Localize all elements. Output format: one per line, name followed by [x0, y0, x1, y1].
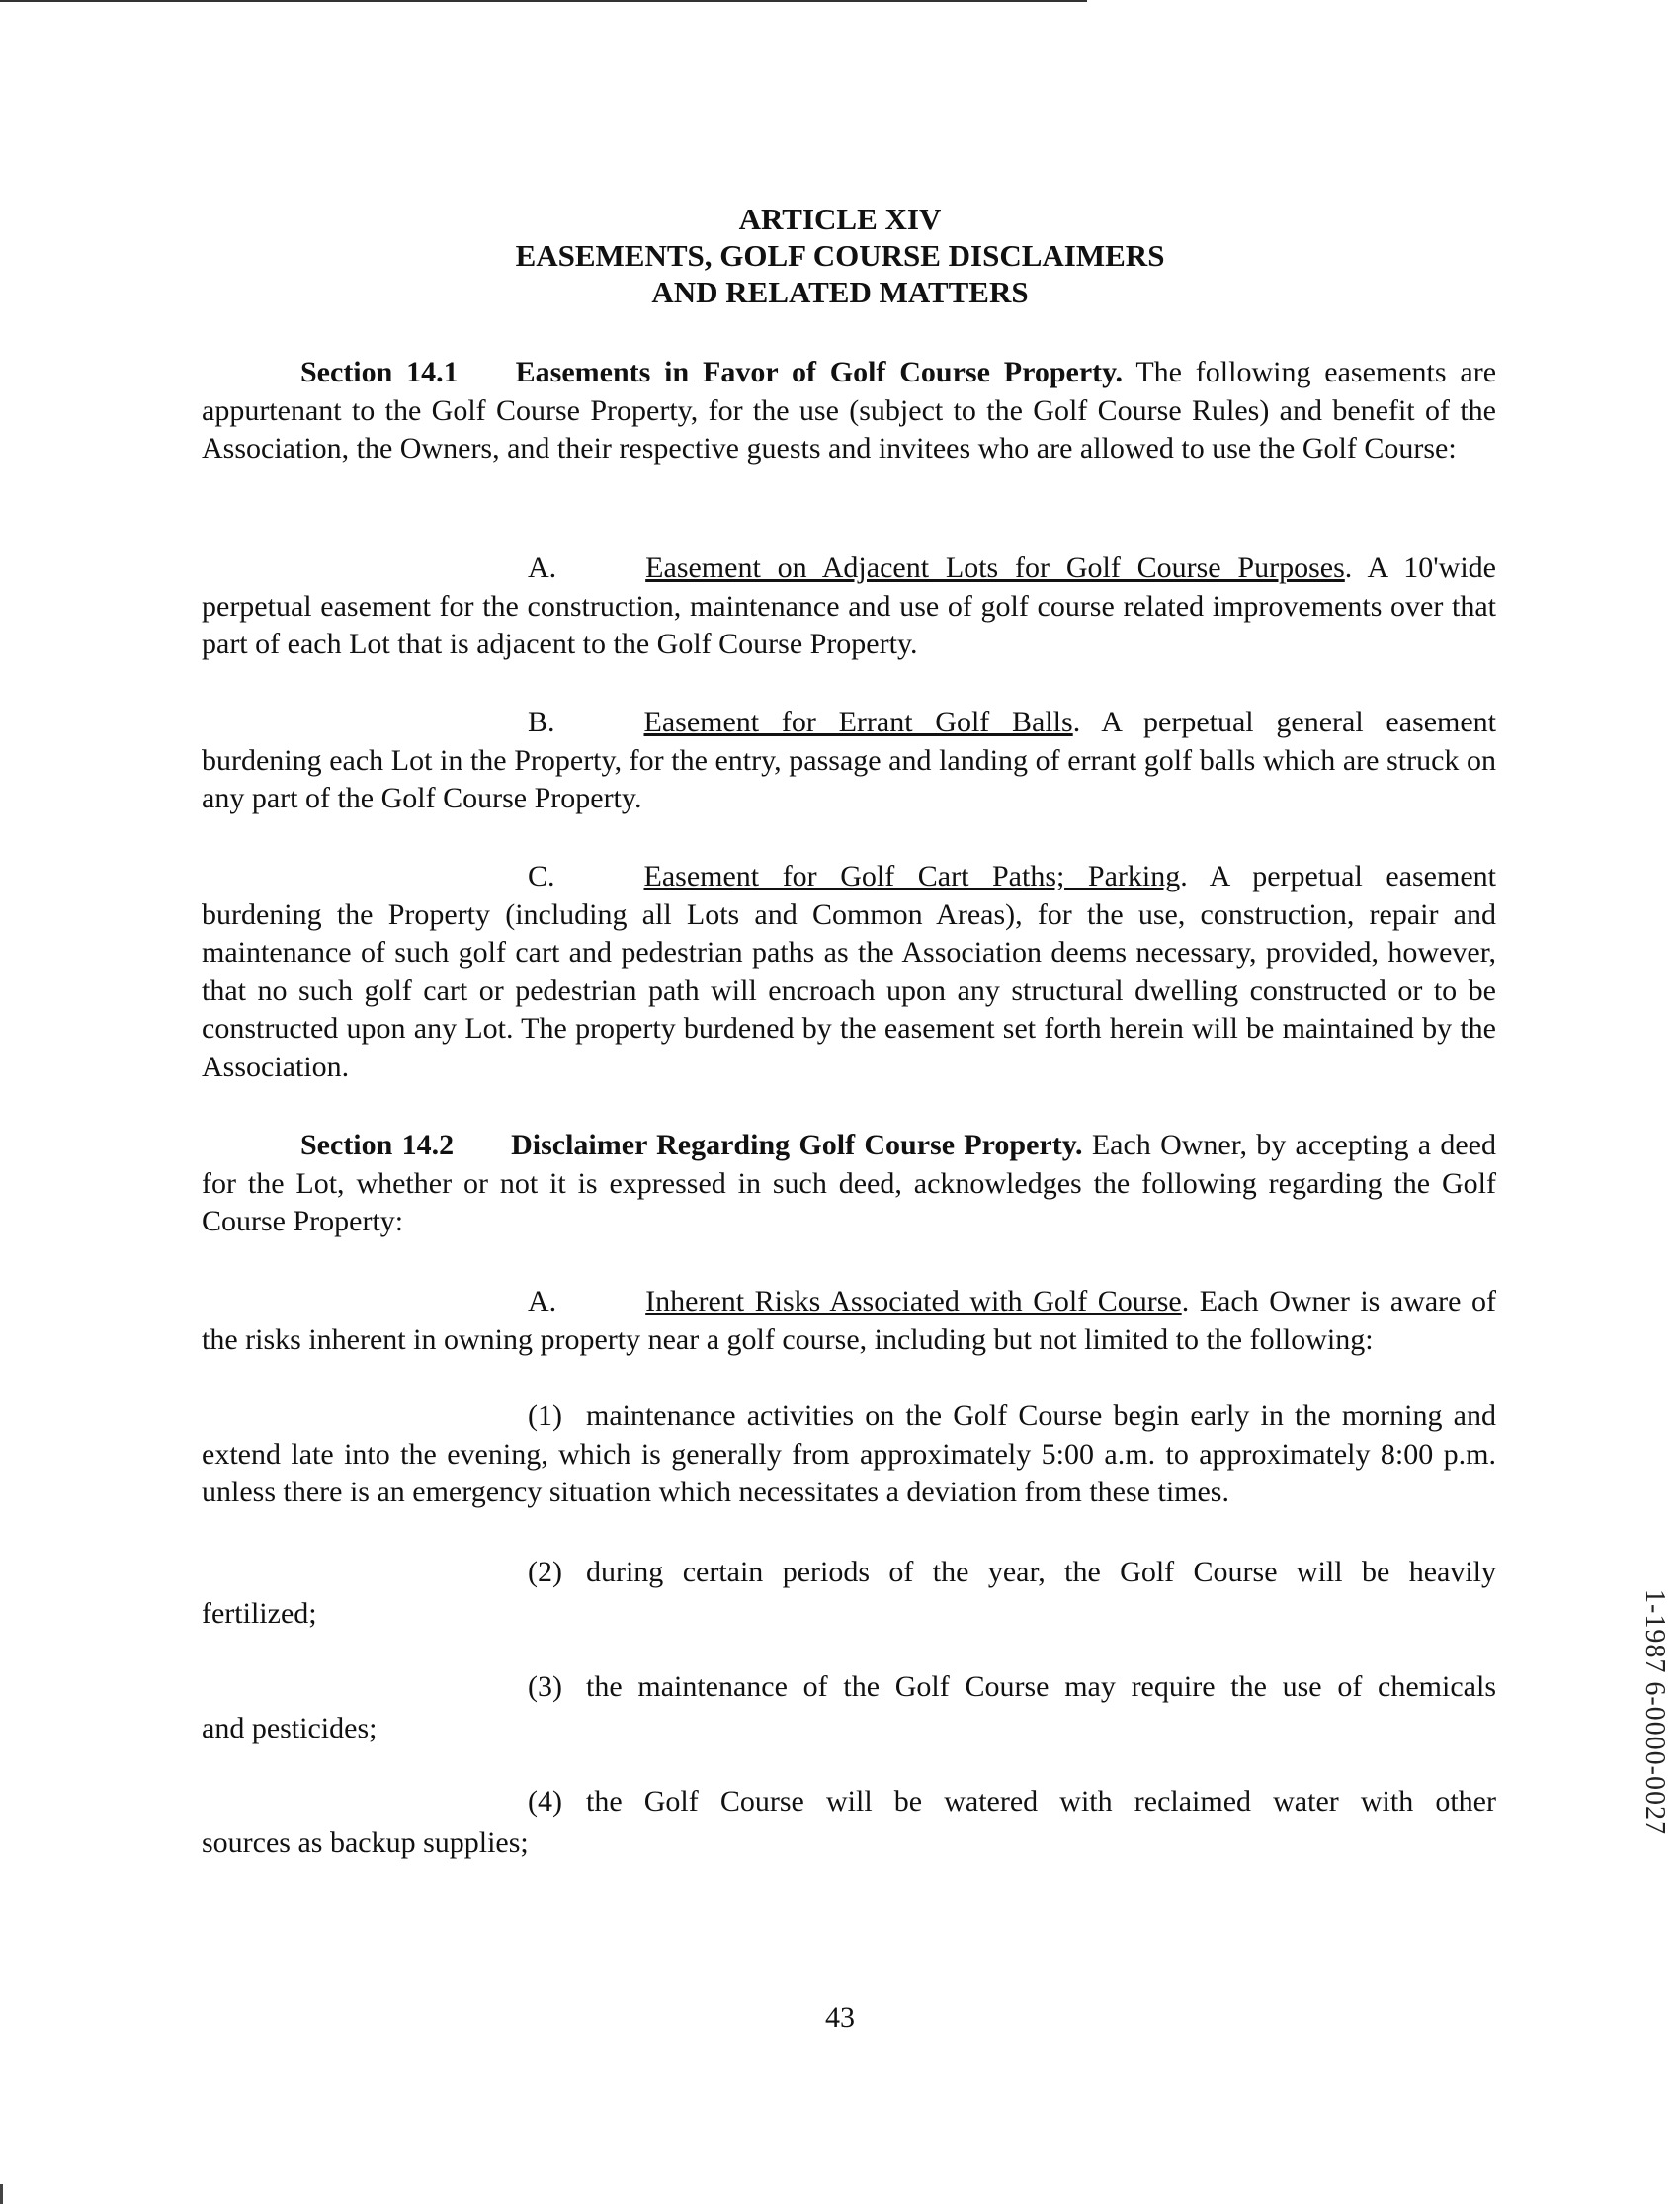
section-14-1-title: Easements in Favor of Golf Course Property. — [515, 356, 1124, 388]
risk-3-tail: and pesticides; — [202, 1712, 378, 1744]
section-14-2-text: Each Owner, by accepting a deed for the Lot, whether or not it is expressed in such deed, acknowledges the following regarding the Golf Course Property: — [202, 1129, 1496, 1237]
article-heading — [0, 201, 1680, 310]
risk-2-number: (2) — [528, 1556, 562, 1588]
section-14-2-number: Section 14.2 — [300, 1129, 455, 1161]
inherent-risks-paragraph — [202, 1283, 1496, 1359]
scan-edge-mark — [0, 2184, 3, 2204]
risk-3-line — [528, 1668, 1496, 1706]
easement-c-text: . A perpetual easement burdening the Property (including all Lots and Common Areas), for the use, construction, repair and maintenance of such golf cart and pedestrian paths as the Association deems necessary, provided, however, that no such golf cart or pedestrian path will encroach upon any structural dwelling constructed or to be constructed upon any Lot. The property burdened by the easement set forth herein will be maintained by the Association. — [202, 860, 1496, 1083]
inherent-risks-text: . Each Owner is aware of the risks inherent in owning property near a golf course, including but not limited to the following: — [202, 1285, 1496, 1356]
easement-c-paragraph — [202, 858, 1496, 1086]
inherent-risks-title: Inherent Risks Associated with Golf Course — [645, 1285, 1182, 1317]
section-14-1-paragraph — [202, 354, 1496, 468]
easement-b-paragraph — [202, 704, 1496, 818]
easement-a-paragraph — [202, 550, 1496, 664]
top-border-line — [0, 0, 1087, 2]
article-number: ARTICLE XIV — [738, 202, 942, 236]
easement-b-title: Easement for Errant Golf Balls — [643, 706, 1073, 738]
risk-4-number: (4) — [528, 1785, 562, 1818]
risk-4-text: the Golf Course will be watered with reclaimed water with other — [585, 1785, 1496, 1818]
risk-2-line — [528, 1554, 1496, 1591]
risk-2-tail: fertilized; — [202, 1597, 317, 1630]
risk-1-text: maintenance activities on the Golf Course begin early in the morning and extend late into the evening, which is generally from approximately 5:00 a.m. to approximately 8:00 p.m. unless there is an emergency situation which necessitates a deviation from these times. — [202, 1399, 1496, 1508]
risk-1-paragraph — [202, 1398, 1496, 1512]
section-14-1-text: The following easements are appurtenant to the Golf Course Property, for the use (subject to the Golf Course Rules) and benefit of the Association, the Owners, and their respective guests and invitees who are allowed to use the Golf Course: — [202, 356, 1497, 465]
easement-c-letter: C. — [528, 860, 555, 892]
article-title-line2: AND RELATED MATTERS — [651, 275, 1029, 309]
risk-4-tail: sources as backup supplies; — [202, 1826, 529, 1859]
easement-a-text: . A 10'wide perpetual easement for the construction, maintenance and use of golf course related improvements over that part of each Lot that is adjacent to the Golf Course Property. — [202, 551, 1496, 660]
risk-2-text: during certain periods of the year, the Golf Course will be heavily — [585, 1556, 1496, 1588]
side-recording-stamp: 1-1987 6-0000-0027 — [1639, 1589, 1670, 1835]
article-title-line1: EASEMENTS, GOLF COURSE DISCLAIMERS — [515, 238, 1165, 273]
section-14-2-title: Disclaimer Regarding Golf Course Property. — [511, 1129, 1083, 1161]
easement-b-letter: B. — [528, 706, 555, 738]
inherent-risks-letter: A. — [528, 1285, 557, 1317]
risk-3-number: (3) — [528, 1670, 562, 1703]
easement-c-title: Easement for Golf Cart Paths; Parking — [643, 860, 1181, 892]
page-number: 43 — [825, 2001, 855, 2034]
risk-4-line — [528, 1783, 1496, 1821]
easement-a-title: Easement on Adjacent Lots for Golf Course Purposes — [645, 551, 1345, 584]
easement-a-letter: A. — [528, 551, 557, 584]
risk-1-number: (1) — [528, 1399, 562, 1432]
section-14-2-paragraph — [202, 1127, 1496, 1241]
risk-3-text: the maintenance of the Golf Course may require the use of chemicals — [585, 1670, 1496, 1703]
section-14-1-number: Section 14.1 — [300, 356, 459, 388]
easement-b-text: . A perpetual general easement burdening each Lot in the Property, for the entry, passage and landing of errant golf balls which are struck on any part of the Golf Course Property. — [202, 706, 1497, 814]
